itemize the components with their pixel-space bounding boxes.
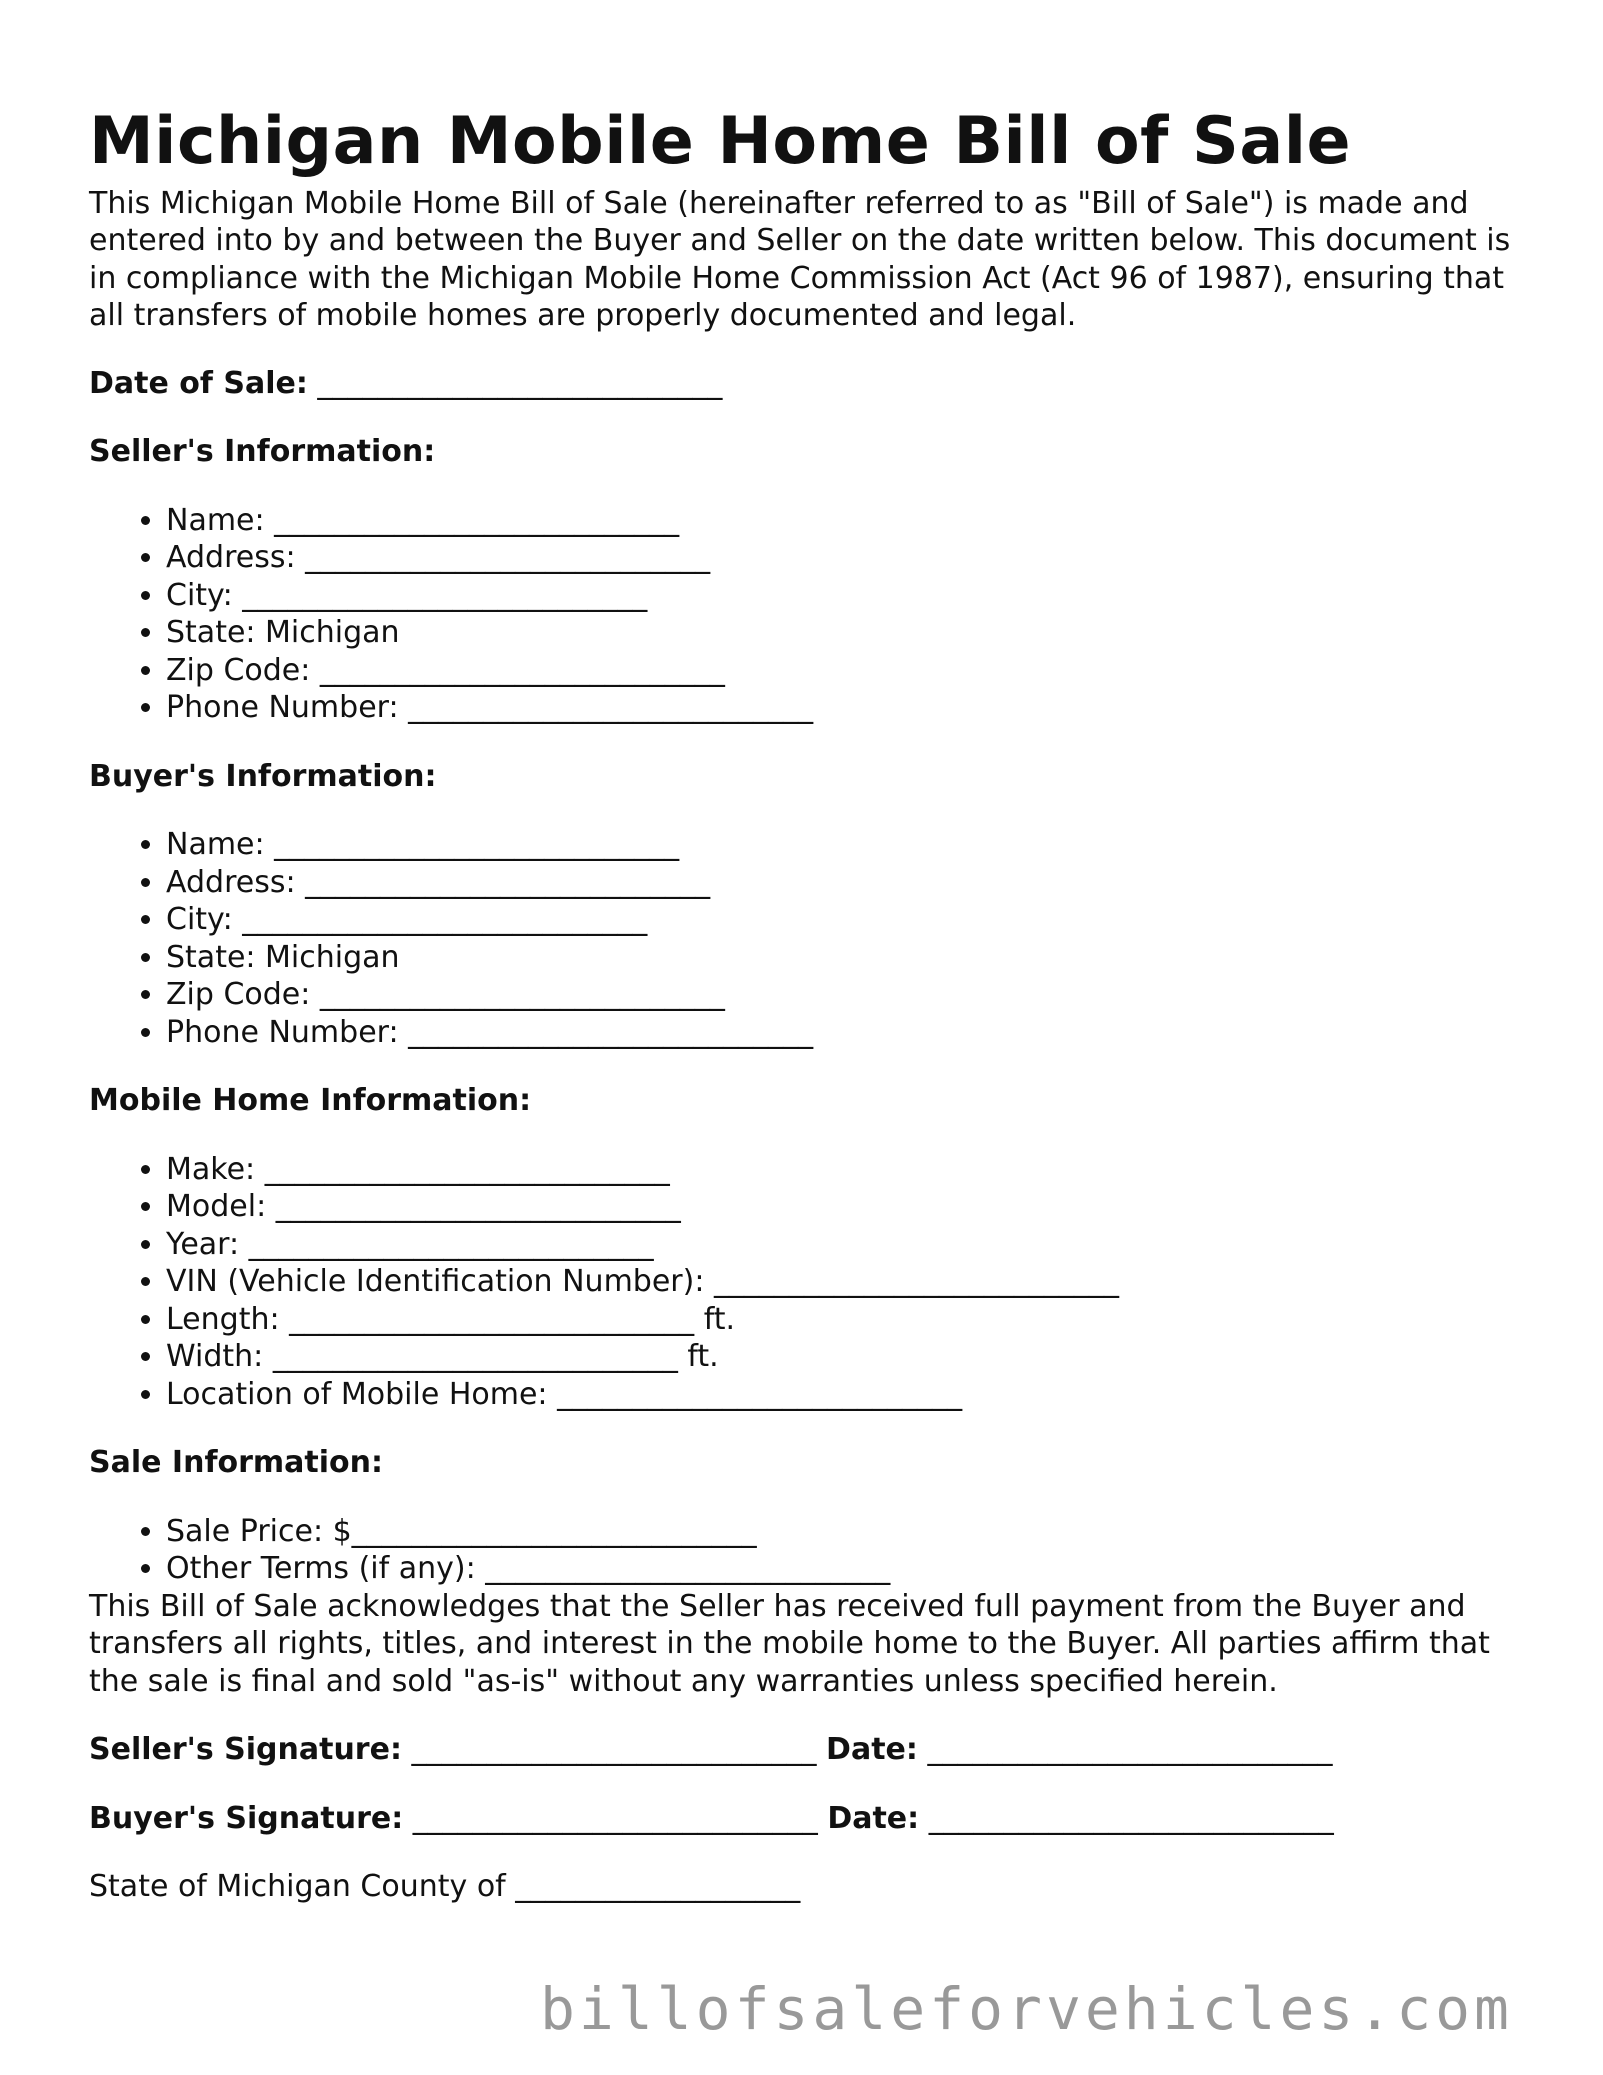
sale-info-list xyxy=(89,1513,1529,1588)
sale-price-field[interactable] xyxy=(166,1513,1529,1551)
buyer-signature-blank[interactable]: ___________________________ xyxy=(412,1800,818,1836)
year-field[interactable] xyxy=(166,1226,1529,1264)
model-field[interactable] xyxy=(166,1188,1529,1226)
buyer-name-label: Name: xyxy=(166,827,265,862)
buyer-phone-label: Phone Number: xyxy=(166,1014,399,1050)
intro-paragraph: This Michigan Mobile Home Bill of Sale (hereinafter referred to as "Bill of Sale") is made and entered into by and between the Buyer and Seller on the date written below. This document is in compliance with the Michigan Mobile Home Commission Act (Act 96 of 1987), ensuring that all transfers of mobile homes are properly documented and legal. xyxy=(89,185,1511,333)
site-watermark: billofsaleforvehicles.com xyxy=(540,1975,1513,2043)
county-field[interactable] xyxy=(89,1868,1529,1906)
seller-signature-row xyxy=(89,1731,1529,1769)
other-terms-field[interactable] xyxy=(166,1550,1529,1588)
seller-date-blank[interactable]: ___________________________ xyxy=(927,1732,1333,1767)
vin-label: VIN (Vehicle Identification Number): xyxy=(166,1264,705,1299)
buyer-zip-blank[interactable]: ___________________________ xyxy=(319,977,725,1012)
mobile-home-info-heading: Mobile Home Information: xyxy=(89,1083,532,1118)
vin-field[interactable] xyxy=(166,1263,1529,1301)
seller-state: • State: Michigan xyxy=(166,614,1529,652)
buyer-city-label: City: xyxy=(166,902,233,937)
buyer-city-field[interactable] xyxy=(166,901,1529,939)
year-label: Year: xyxy=(166,1226,240,1262)
date-of-sale-field[interactable] xyxy=(89,365,1529,403)
location-label: Location of Mobile Home: xyxy=(166,1376,548,1412)
width-unit: ft. xyxy=(687,1339,719,1374)
seller-phone-field[interactable] xyxy=(166,689,1529,727)
buyer-state: • State: Michigan xyxy=(166,939,1529,977)
mobile-home-info-list xyxy=(89,1151,1529,1414)
buyer-city-blank[interactable]: ___________________________ xyxy=(242,902,648,937)
location-field[interactable] xyxy=(166,1376,1529,1414)
seller-signature-label: Seller's Signature: xyxy=(89,1732,402,1767)
seller-city-blank[interactable]: ___________________________ xyxy=(242,577,648,613)
buyer-date-blank[interactable]: ___________________________ xyxy=(928,1800,1334,1836)
acknowledgement-paragraph: This Bill of Sale acknowledges that the Seller has received full payment from the Buyer and transfers all rights, titles, and interest in the mobile home to the Buyer. All parties affirm that the sale is final and sold "as-is" without any warranties unless specified herein. xyxy=(89,1588,1490,1699)
make-blank[interactable]: ___________________________ xyxy=(264,1151,670,1187)
seller-info-list xyxy=(89,502,1529,727)
model-label: Model: xyxy=(166,1189,267,1224)
seller-info-heading: Seller's Information: xyxy=(89,434,436,469)
buyer-zip-label: Zip Code: xyxy=(166,977,311,1012)
buyer-name-blank[interactable]: ___________________________ xyxy=(274,827,680,862)
buyer-date-label: Date: xyxy=(827,1800,920,1836)
bill-of-sale-document xyxy=(89,100,1529,1906)
length-label: Length: xyxy=(166,1301,280,1337)
buyer-address-blank[interactable]: ___________________________ xyxy=(305,864,711,900)
seller-city-field[interactable] xyxy=(166,577,1529,615)
buyer-info-list xyxy=(89,826,1529,1051)
buyer-phone-blank[interactable]: ___________________________ xyxy=(408,1014,814,1050)
make-field[interactable] xyxy=(166,1151,1529,1189)
buyer-address-field[interactable] xyxy=(166,864,1529,902)
width-blank[interactable]: ___________________________ xyxy=(272,1339,678,1374)
sale-price-blank[interactable]: ___________________________ xyxy=(351,1513,757,1549)
seller-zip-blank[interactable]: ___________________________ xyxy=(319,652,725,688)
seller-phone-label: Phone Number: xyxy=(166,690,399,725)
buyer-name-field[interactable] xyxy=(166,826,1529,864)
other-terms-blank[interactable]: ___________________________ xyxy=(485,1551,891,1586)
length-blank[interactable]: ___________________________ xyxy=(289,1301,695,1337)
seller-name-label: Name: xyxy=(166,502,265,538)
width-label: Width: xyxy=(166,1339,264,1374)
vin-blank[interactable]: ___________________________ xyxy=(713,1264,1119,1299)
document-title: Michigan Mobile Home Bill of Sale xyxy=(89,104,1352,179)
seller-zip-field[interactable] xyxy=(166,652,1529,690)
county-blank[interactable]: ___________________ xyxy=(515,1869,801,1904)
buyer-phone-field[interactable] xyxy=(166,1014,1529,1052)
seller-phone-blank[interactable]: ___________________________ xyxy=(408,690,814,725)
seller-signature-blank[interactable]: ___________________________ xyxy=(411,1732,817,1767)
sale-info-heading: Sale Information: xyxy=(89,1445,383,1480)
seller-address-blank[interactable]: ___________________________ xyxy=(305,540,711,575)
other-terms-label: Other Terms (if any): xyxy=(166,1551,476,1586)
seller-name-field[interactable] xyxy=(166,502,1529,540)
seller-address-label: Address: xyxy=(166,540,296,575)
buyer-signature-row xyxy=(89,1800,1529,1838)
date-of-sale-label: Date of Sale: xyxy=(89,365,308,401)
make-label: Make: xyxy=(166,1151,256,1187)
seller-zip-label: Zip Code: xyxy=(166,652,311,688)
model-blank[interactable]: ___________________________ xyxy=(275,1189,681,1224)
seller-city-label: City: xyxy=(166,577,233,613)
date-of-sale-blank[interactable]: ___________________________ xyxy=(317,365,723,401)
buyer-address-label: Address: xyxy=(166,864,296,900)
buyer-info-heading: Buyer's Information: xyxy=(89,758,437,794)
length-unit: ft. xyxy=(703,1301,736,1337)
buyer-signature-label: Buyer's Signature: xyxy=(89,1800,404,1836)
buyer-zip-field[interactable] xyxy=(166,976,1529,1014)
seller-address-field[interactable] xyxy=(166,539,1529,577)
seller-date-label: Date: xyxy=(826,1732,918,1767)
county-label: State of Michigan County of xyxy=(89,1869,506,1904)
seller-name-blank[interactable]: ___________________________ xyxy=(274,502,680,538)
location-blank[interactable]: ___________________________ xyxy=(557,1376,963,1412)
length-field[interactable] xyxy=(166,1301,1529,1339)
width-field[interactable] xyxy=(166,1338,1529,1376)
year-blank[interactable]: ___________________________ xyxy=(248,1226,654,1262)
sale-price-label: Sale Price: $ xyxy=(166,1513,352,1549)
